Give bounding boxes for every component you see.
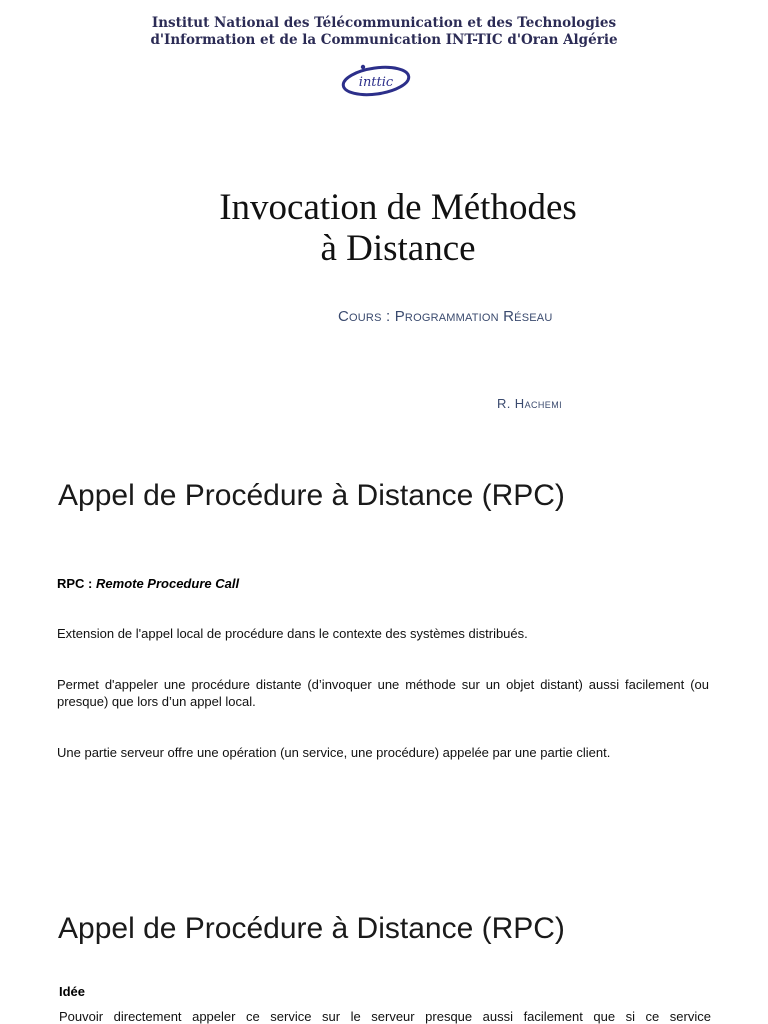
- paragraph-extension: Extension de l'appel local de procédure dans le contexte des systèmes distribués.: [57, 626, 528, 641]
- paragraph-permet: Permet d'appeler une procédure distante (d’invoquer une méthode sur un objet distant) aussi facilement (ou presque) que lors d’un appel local.: [57, 677, 709, 709]
- institute-name-line1: Institut National des Télécommunication et des Technologies: [151, 15, 617, 31]
- section-heading-rpc: Appel de Procédure à Distance (RPC): [58, 479, 565, 512]
- rpc-definition-label: RPC :: [57, 576, 93, 591]
- rpc-definition: [57, 576, 239, 591]
- section-heading-rpc-2: Appel de Procédure à Distance (RPC): [58, 912, 565, 945]
- course-name: Cours : Programmation Réseau: [338, 308, 553, 325]
- rpc-definition-value: Remote Procedure Call: [96, 576, 240, 591]
- subheading-idee: Idée: [59, 984, 86, 999]
- logo-text: inttic: [358, 75, 394, 90]
- document-title-line2: à Distance: [320, 228, 476, 269]
- document-title-line1: Invocation de Méthodes: [219, 187, 577, 228]
- paragraph-idee: Pouvoir directement appeler ce service sur le serveur presque aussi facilement que si ce service: [59, 1009, 711, 1024]
- author-name: R. Hachemi: [497, 396, 563, 411]
- institute-name-line2: d'Information et de la Communication INT-TIC d'Oran Algérie: [150, 32, 618, 48]
- inttic-logo-icon: [338, 61, 414, 99]
- paragraph-serveur: Une partie serveur offre une opération (un service, une procédure) appelée par une partie client.: [57, 745, 611, 760]
